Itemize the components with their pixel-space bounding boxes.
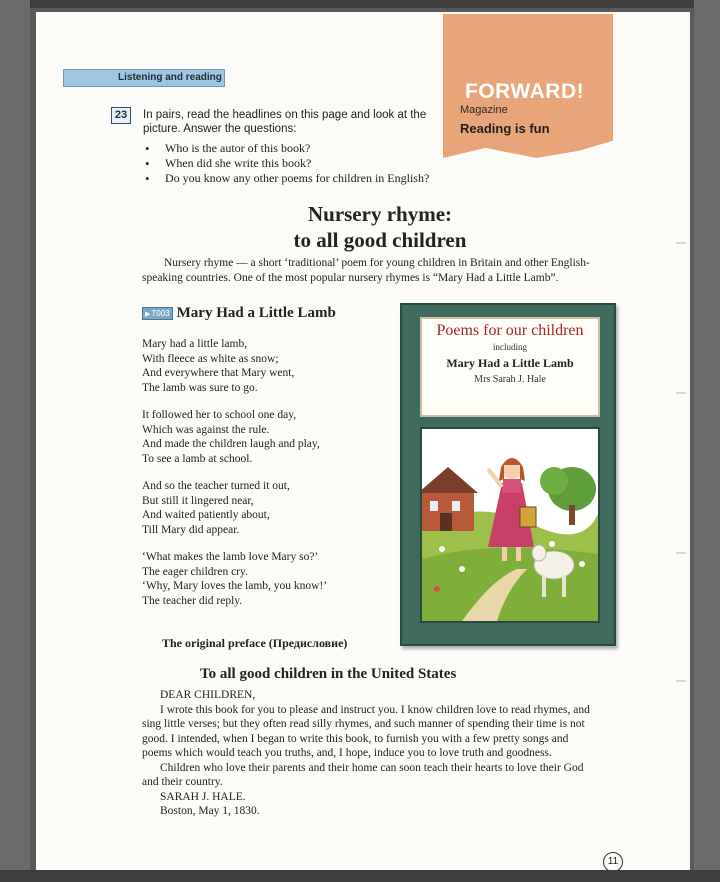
preface-paragraph: I wrote this book for you to please and instruct you. I know children love to read rhymes, and sing little verses; but they often read silly rhymes, and such manner of spending their time is not good. I intended, when I began to write this book, to furnish you with a few pretty songs and poems which would teach you truths, and, I hope, induce you to love truth and goodness.: [142, 703, 590, 759]
banner-subtitle: Magazine: [460, 104, 508, 116]
audio-track-button[interactable]: [142, 307, 173, 320]
page-number: 11: [603, 852, 623, 872]
poem-line: And everywhere that Mary went,: [142, 367, 295, 379]
banner-tagline: Reading is fun: [460, 121, 550, 136]
book-title: Poems for our children: [436, 322, 584, 339]
poem-line: Mary had a little lamb,: [142, 338, 248, 350]
preface-place-date: Boston, May 1, 1830.: [160, 805, 260, 817]
poem-line: And waited patiently about,: [142, 509, 270, 521]
viewer-frame-right: [694, 0, 720, 882]
page-edge-mark: [676, 392, 686, 394]
poem-line: ‘Why, Mary loves the lamb, you know!’: [142, 580, 328, 592]
poem-line: With fleece as white as snow;: [142, 352, 279, 365]
preface-title: To all good children in the United States: [200, 666, 457, 682]
poem-line: ‘What makes the lamb love Mary so?’: [142, 551, 319, 563]
viewer-frame-left: [0, 0, 30, 882]
book-author: Mrs Sarah J. Hale: [474, 374, 546, 385]
article-intro: Nursery rhyme — a short ‘traditional’ poem for young children in Britain and other English-speaking countries. One of the most popular nursery rhymes is “Mary Had a Little Lamb”.: [142, 257, 590, 284]
poem-line: And made the children laugh and play,: [142, 438, 320, 450]
preface-signature: SARAH J. HALE.: [160, 790, 246, 803]
poem-line: And so the teacher turned it out,: [142, 480, 290, 492]
poem-line: The lamb was sure to go.: [142, 381, 258, 394]
play-icon: ▶: [145, 311, 151, 318]
article-title-line1: Nursery rhyme:: [307, 202, 453, 226]
book-illustration: [420, 427, 600, 623]
poem-line: Which was against the rule.: [142, 423, 270, 436]
question-item: • Do you know any other poems for children in English?: [143, 171, 429, 186]
poem-title: Mary Had a Little Lamb: [176, 305, 336, 321]
poem-stanza: [142, 408, 402, 466]
page-edge-mark: [676, 552, 686, 554]
poem-stanza: [142, 550, 402, 608]
page-edge-mark: [676, 242, 686, 244]
task-instruction: In pairs, read the headlines on this page and look at the picture. Answer the questions:: [143, 109, 427, 135]
poem-heading: [142, 305, 336, 322]
banner-title: FORWARD!: [465, 80, 585, 103]
preface-paragraph: Children who love their parents and their home can soon teach their hearts to love their God and their country.: [142, 761, 584, 788]
poem-line: But still it lingered near,: [142, 494, 254, 507]
question-item: • When did she write this book?: [143, 156, 429, 171]
book-cover-label: [420, 317, 600, 417]
viewer-frame-bottom: [0, 870, 720, 882]
poem-line: Till Mary did appear.: [142, 523, 240, 536]
task-number: 23: [111, 107, 131, 124]
poem-stanza: [142, 479, 402, 537]
poem-line: The teacher did reply.: [142, 594, 243, 607]
question-list: [143, 141, 429, 186]
preface-heading: The original preface (Предисловие): [162, 636, 348, 650]
mary-and-lamb-illustration: [422, 429, 598, 621]
audio-track-label: T003: [151, 309, 170, 318]
preface-greeting: DEAR CHILDREN,: [160, 689, 256, 701]
page-edge-mark: [676, 680, 686, 682]
book-poem-title: Mary Had a Little Lamb: [446, 356, 574, 370]
viewer-frame-top: [0, 0, 720, 8]
poem-line: To see a lamb at school.: [142, 452, 253, 465]
book-cover: [400, 303, 616, 646]
section-label: Listening and reading: [63, 69, 225, 87]
poem-stanza: [142, 337, 402, 395]
question-item: • Who is the autor of this book?: [143, 141, 429, 156]
poem-line: The eager children cry.: [142, 565, 248, 578]
article-title-line2: to all good children: [293, 228, 467, 252]
article-title: [240, 201, 520, 253]
preface-body: [142, 688, 592, 819]
poem-line: It followed her to school one day,: [142, 409, 297, 421]
book-including: including: [493, 342, 527, 352]
